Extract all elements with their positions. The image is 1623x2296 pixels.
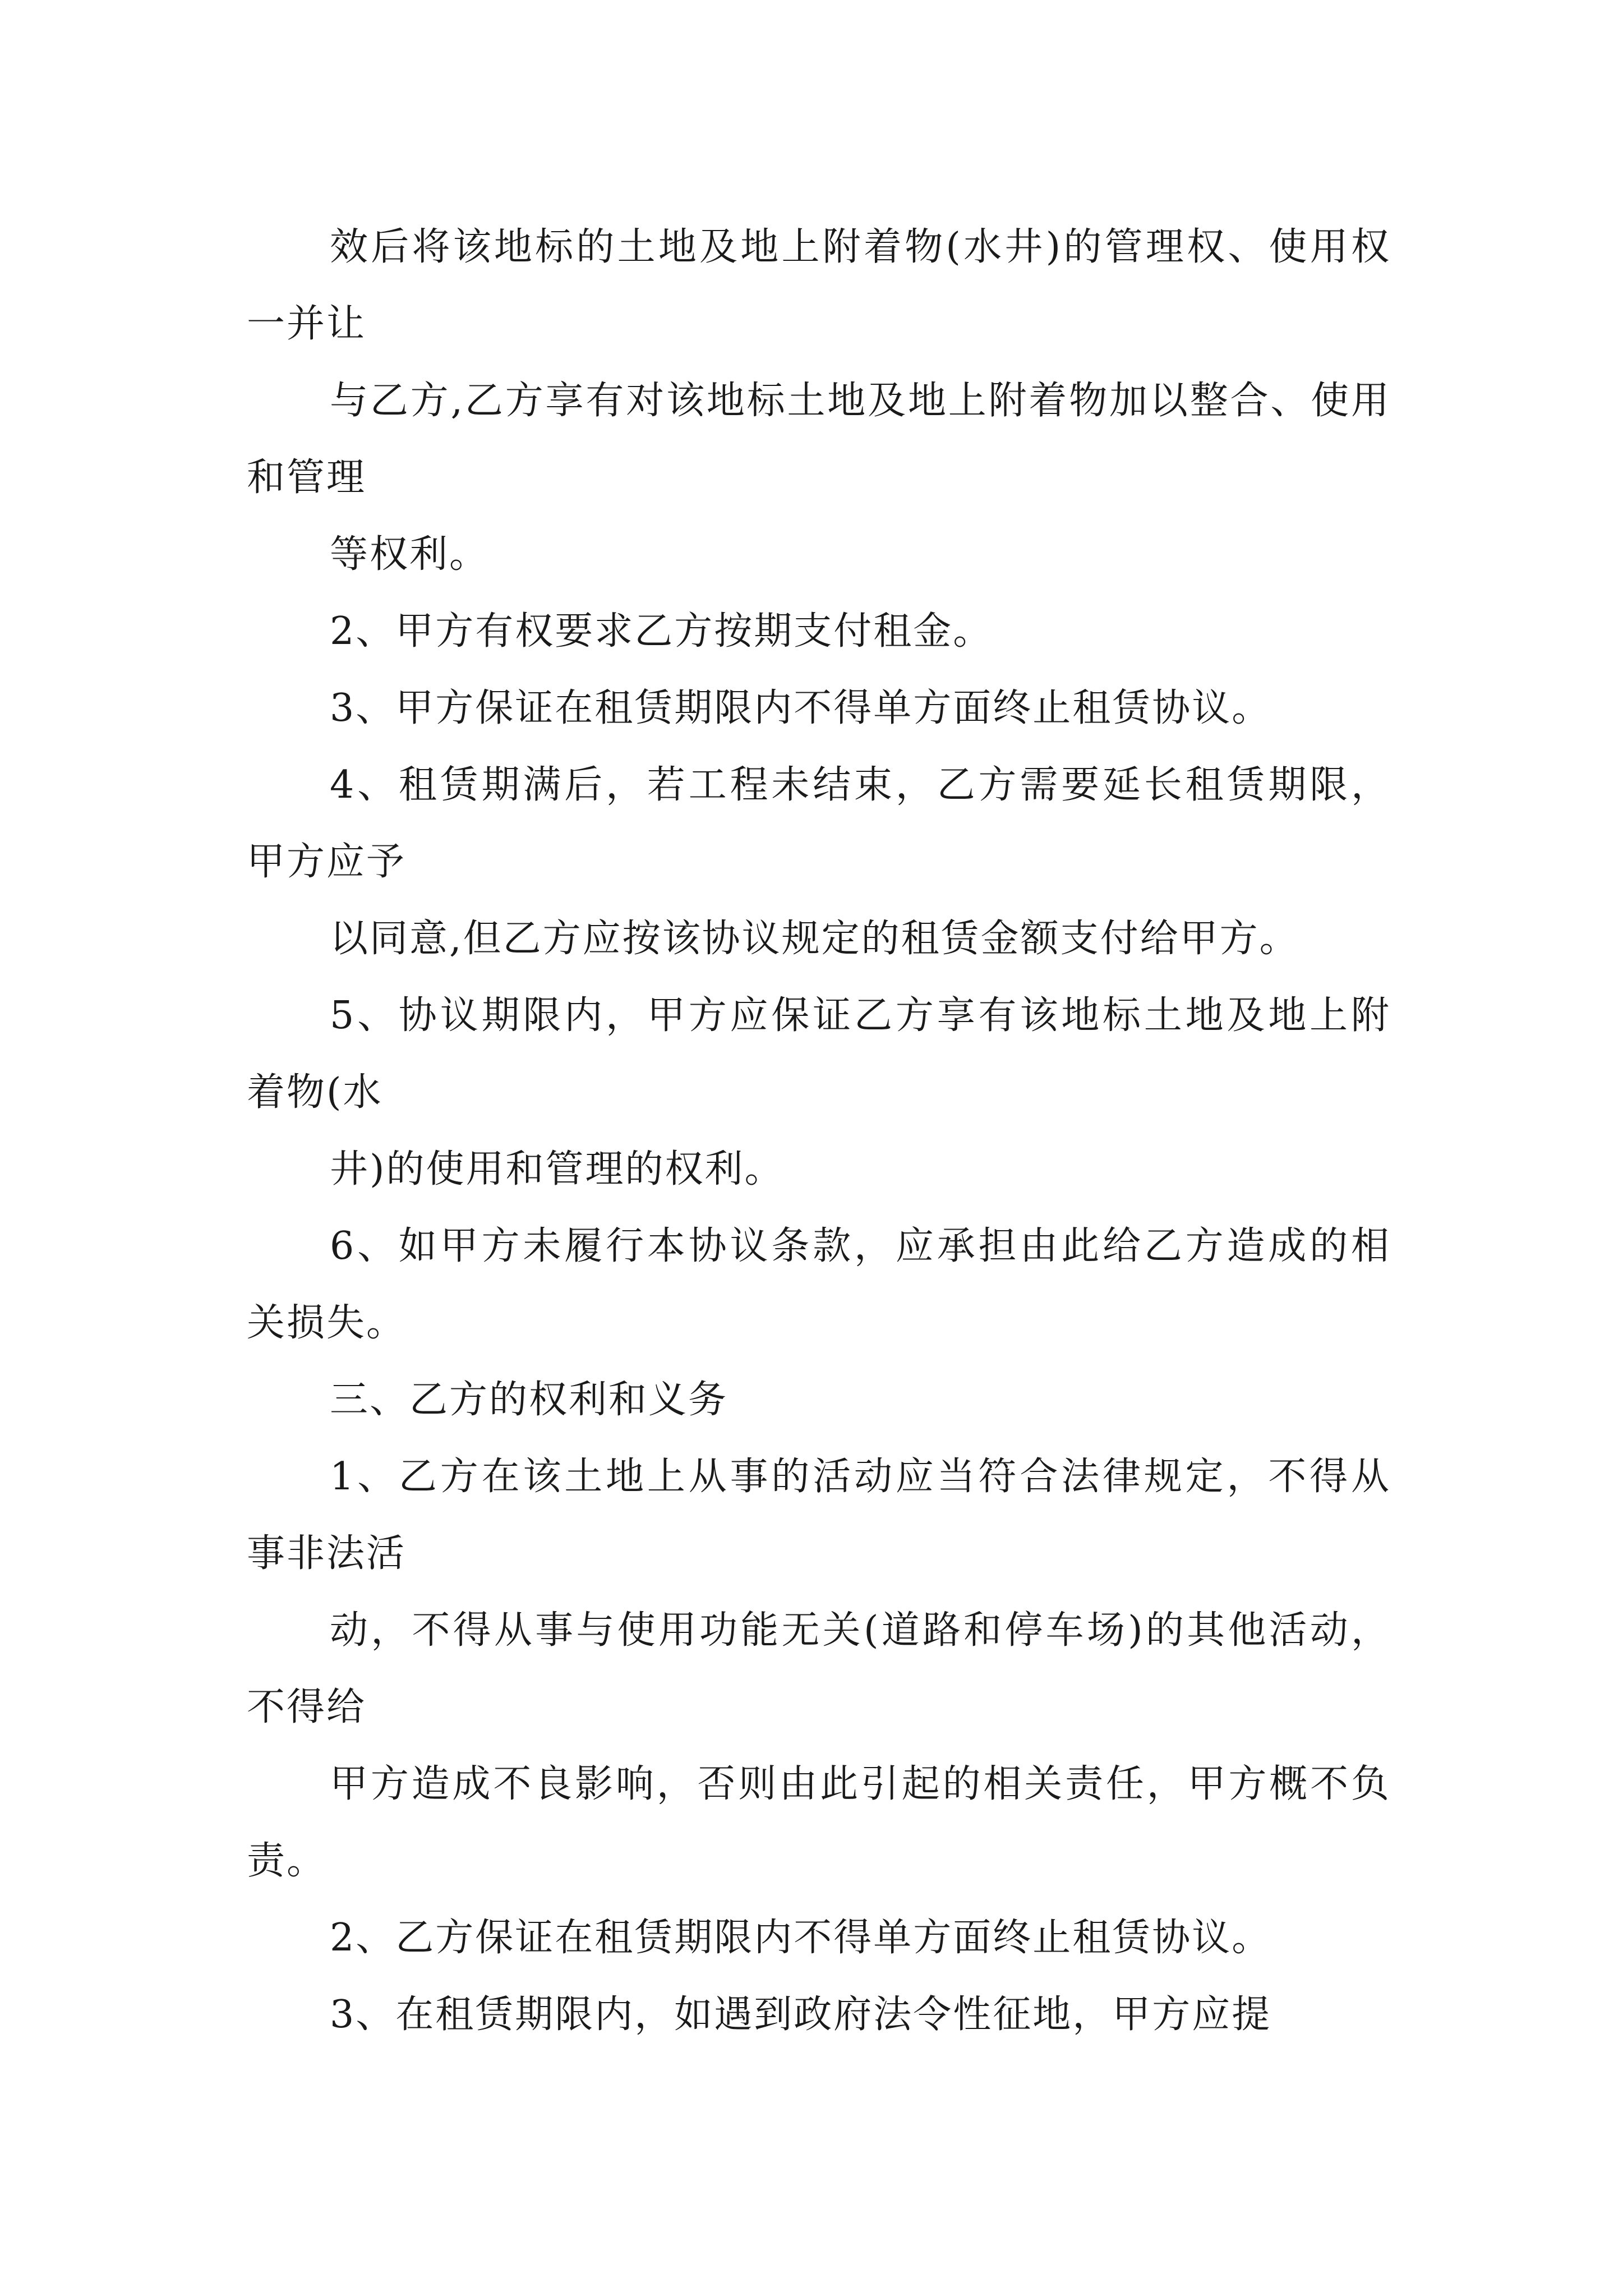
- paragraph-8: 5、协议期限内，甲方应保证乙方享有该地标土地及地上附着物(水: [247, 993, 1391, 1115]
- paragraph-2: 与乙方,乙方享有对该地标土地及地上附着物加以整合、使用和管理: [247, 379, 1391, 500]
- paragraph-15: 2、乙方保证在租赁期限内不得单方面终止租赁协议。: [330, 1916, 1272, 1960]
- document-body: [247, 209, 1391, 2053]
- paragraph-9: 井)的使用和管理的权利。: [330, 1147, 785, 1191]
- paragraph-10: 6、如甲方未履行本协议条款，应承担由此给乙方造成的相关损失。: [247, 1224, 1391, 1345]
- paragraph-13: 动，不得从事与使用功能无关(道路和停车场)的其他活动，不得给: [247, 1608, 1391, 1729]
- paragraph-4: 2、甲方有权要求乙方按期支付租金。: [330, 609, 993, 654]
- paragraph-16: 3、在租赁期限内，如遇到政府法令性征地，甲方应提: [330, 1993, 1272, 2037]
- paragraph-6: 4、租赁期满后，若工程未结束，乙方需要延长租赁期限，甲方应予: [247, 763, 1391, 884]
- paragraph-7: 以同意,但乙方应按该协议规定的租赁金额支付给甲方。: [330, 917, 1299, 961]
- paragraph-14: 甲方造成不良影响，否则由此引起的相关责任，甲方概不负责。: [247, 1762, 1391, 1883]
- paragraph-5: 3、甲方保证在租赁期限内不得单方面终止租赁协议。: [330, 686, 1272, 730]
- section-heading: 三、乙方的权利和义务: [330, 1378, 728, 1422]
- paragraph-12: 1、乙方在该土地上从事的活动应当符合法律规定，不得从事非法活: [247, 1455, 1391, 1576]
- paragraph-1: 效后将该地标的土地及地上附着物(水井)的管理权、使用权一并让: [247, 225, 1391, 346]
- paragraph-3: 等权利。: [330, 532, 490, 577]
